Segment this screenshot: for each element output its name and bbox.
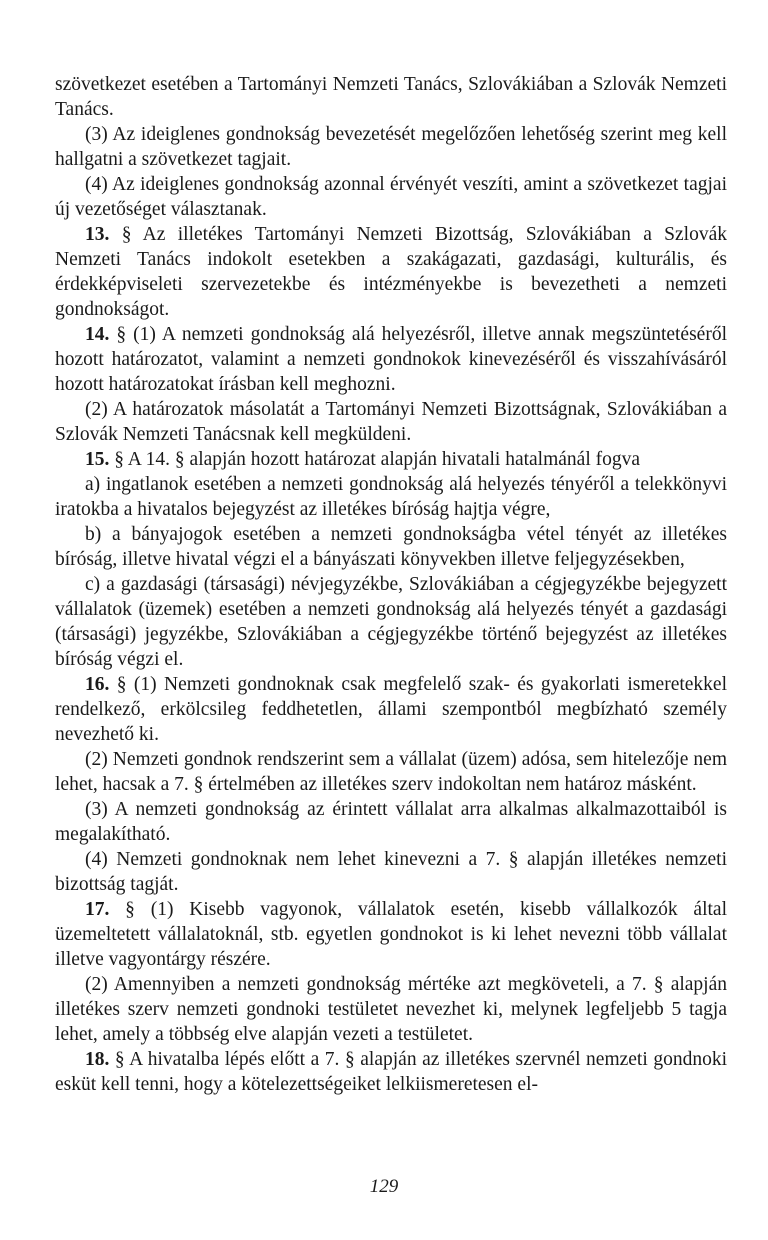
paragraph-text: (3) Az ideiglenes gondnokság bevezetését megelőzően lehetőség szerint meg kell hallgatni a szövetkezet tagjait. [55, 124, 727, 170]
paragraph-text: szövetkezet esetében a Tartományi Nemzeti Tanács, Szlovákiában a Szlovák Nemzeti Tanács. [55, 74, 727, 120]
paragraph [55, 897, 727, 972]
paragraph-text: § (1) Kisebb vagyonok, vállalatok esetén, kisebb vállalkozók által üzemeltetett vállalatoknál, stb. egyetlen gondnokot is ki lehet nevezni több vállalat illetve vagyontárgy részére. [55, 899, 727, 970]
paragraph [55, 747, 727, 797]
paragraph [55, 322, 727, 397]
paragraph-text: (2) A határozatok másolatát a Tartományi Nemzeti Bizottságnak, Szlovákiában a Szlovák Nemzeti Tanácsnak kell megküldeni. [55, 399, 727, 445]
paragraph [55, 797, 727, 847]
paragraph-text: (4) Nemzeti gondnoknak nem lehet kinevezni a 7. § alapján illetékes nemzeti bizottság tagját. [55, 849, 727, 895]
paragraph [55, 847, 727, 897]
paragraph-text: (2) Nemzeti gondnok rendszerint sem a vállalat (üzem) adósa, sem hitelezője nem lehet, hacsak a 7. § értelmében az illetékes szerv indokoltan nem határoz másként. [55, 749, 727, 795]
paragraph-text: § (1) A nemzeti gondnokság alá helyezésről, illetve annak megszüntetéséről hozott határozatot, valamint a nemzeti gondnokok kinevezéséről és visszahívásáról hozott határozatokat írásban kell meghozni. [55, 324, 727, 395]
paragraph [55, 472, 727, 522]
paragraph [55, 972, 727, 1047]
paragraph-text: § Az illetékes Tartományi Nemzeti Bizottság, Szlovákiában a Szlovák Nemzeti Tanács indokolt esetekben a szakágazati, gazdasági, kulturális, és érdekképviseleti szervezetekbe és intézményekbe is bevezetheti a nemzeti gondnokságot. [55, 224, 727, 320]
section-number: 18. [85, 1049, 110, 1070]
paragraph [55, 397, 727, 447]
section-number: 17. [85, 899, 110, 920]
paragraph [55, 172, 727, 222]
section-number: 16. [85, 674, 110, 695]
page-number: 129 [369, 1176, 399, 1197]
paragraph-text: § A hivatalba lépés előtt a 7. § alapján az illetékes szervnél nemzeti gondnoki esküt kell tenni, hogy a kötelezettségeiket lelkiismeretesen el- [55, 1049, 727, 1095]
paragraph [55, 447, 727, 472]
paragraph-text: a) ingatlanok esetében a nemzeti gondnokság alá helyezés tényéről a telekkönyvi iratokba a hivatalos bejegyzést az illetékes bíróság hajtja végre, [55, 474, 727, 520]
paragraph [55, 672, 727, 747]
paragraph [55, 522, 727, 572]
paragraph [55, 122, 727, 172]
paragraph [55, 72, 727, 122]
paragraph-text: § A 14. § alapján hozott határozat alapján hivatali hatalmánál fogva [109, 449, 641, 470]
paragraph [55, 222, 727, 322]
paragraph [55, 1047, 727, 1097]
paragraph-text: (2) Amennyiben a nemzeti gondnokság mértéke azt megköveteli, a 7. § alapján illetékes szerv nemzeti gondnoki testületet nevezhet ki, melynek legfeljebb 5 tagja lehet, amely a többség elve alapján vezeti a testületet. [55, 974, 727, 1045]
section-number: 13. [85, 224, 110, 245]
paragraph-text: § (1) Nemzeti gondnoknak csak megfelelő szak- és gyakorlati ismeretekkel rendelkező, erkölcsileg feddhetetlen, állami szempontból megbízható személy nevezhető ki. [55, 674, 727, 745]
document-body [55, 72, 727, 1097]
paragraph-text: (4) Az ideiglenes gondnokság azonnal érvényét veszíti, amint a szövetkezet tagjai új vezetőséget választanak. [55, 174, 727, 220]
paragraph-text: (3) A nemzeti gondnokság az érintett vállalat arra alkalmas alkalmazottaiból is megalakítható. [55, 799, 727, 845]
paragraph-text: c) a gazdasági (társasági) névjegyzékbe, Szlovákiában a cégjegyzékbe bejegyzett vállalatok (üzemek) esetében a nemzeti gondnokság alá helyezés tényét a gazdasági (társasági) jegyzékbe, Szlovákiában a cégjegyzékbe történő bejegyzést az illetékes bíróság végzi el. [55, 574, 727, 670]
paragraph-text: b) a bányajogok esetében a nemzeti gondnokságba vétel tényét az illetékes bíróság, illetve hivatal végzi el a bányászati könyvekben illetve feljegyzésekben, [55, 524, 727, 570]
section-number: 15. [85, 449, 110, 470]
section-number: 14. [85, 324, 110, 345]
paragraph [55, 572, 727, 672]
